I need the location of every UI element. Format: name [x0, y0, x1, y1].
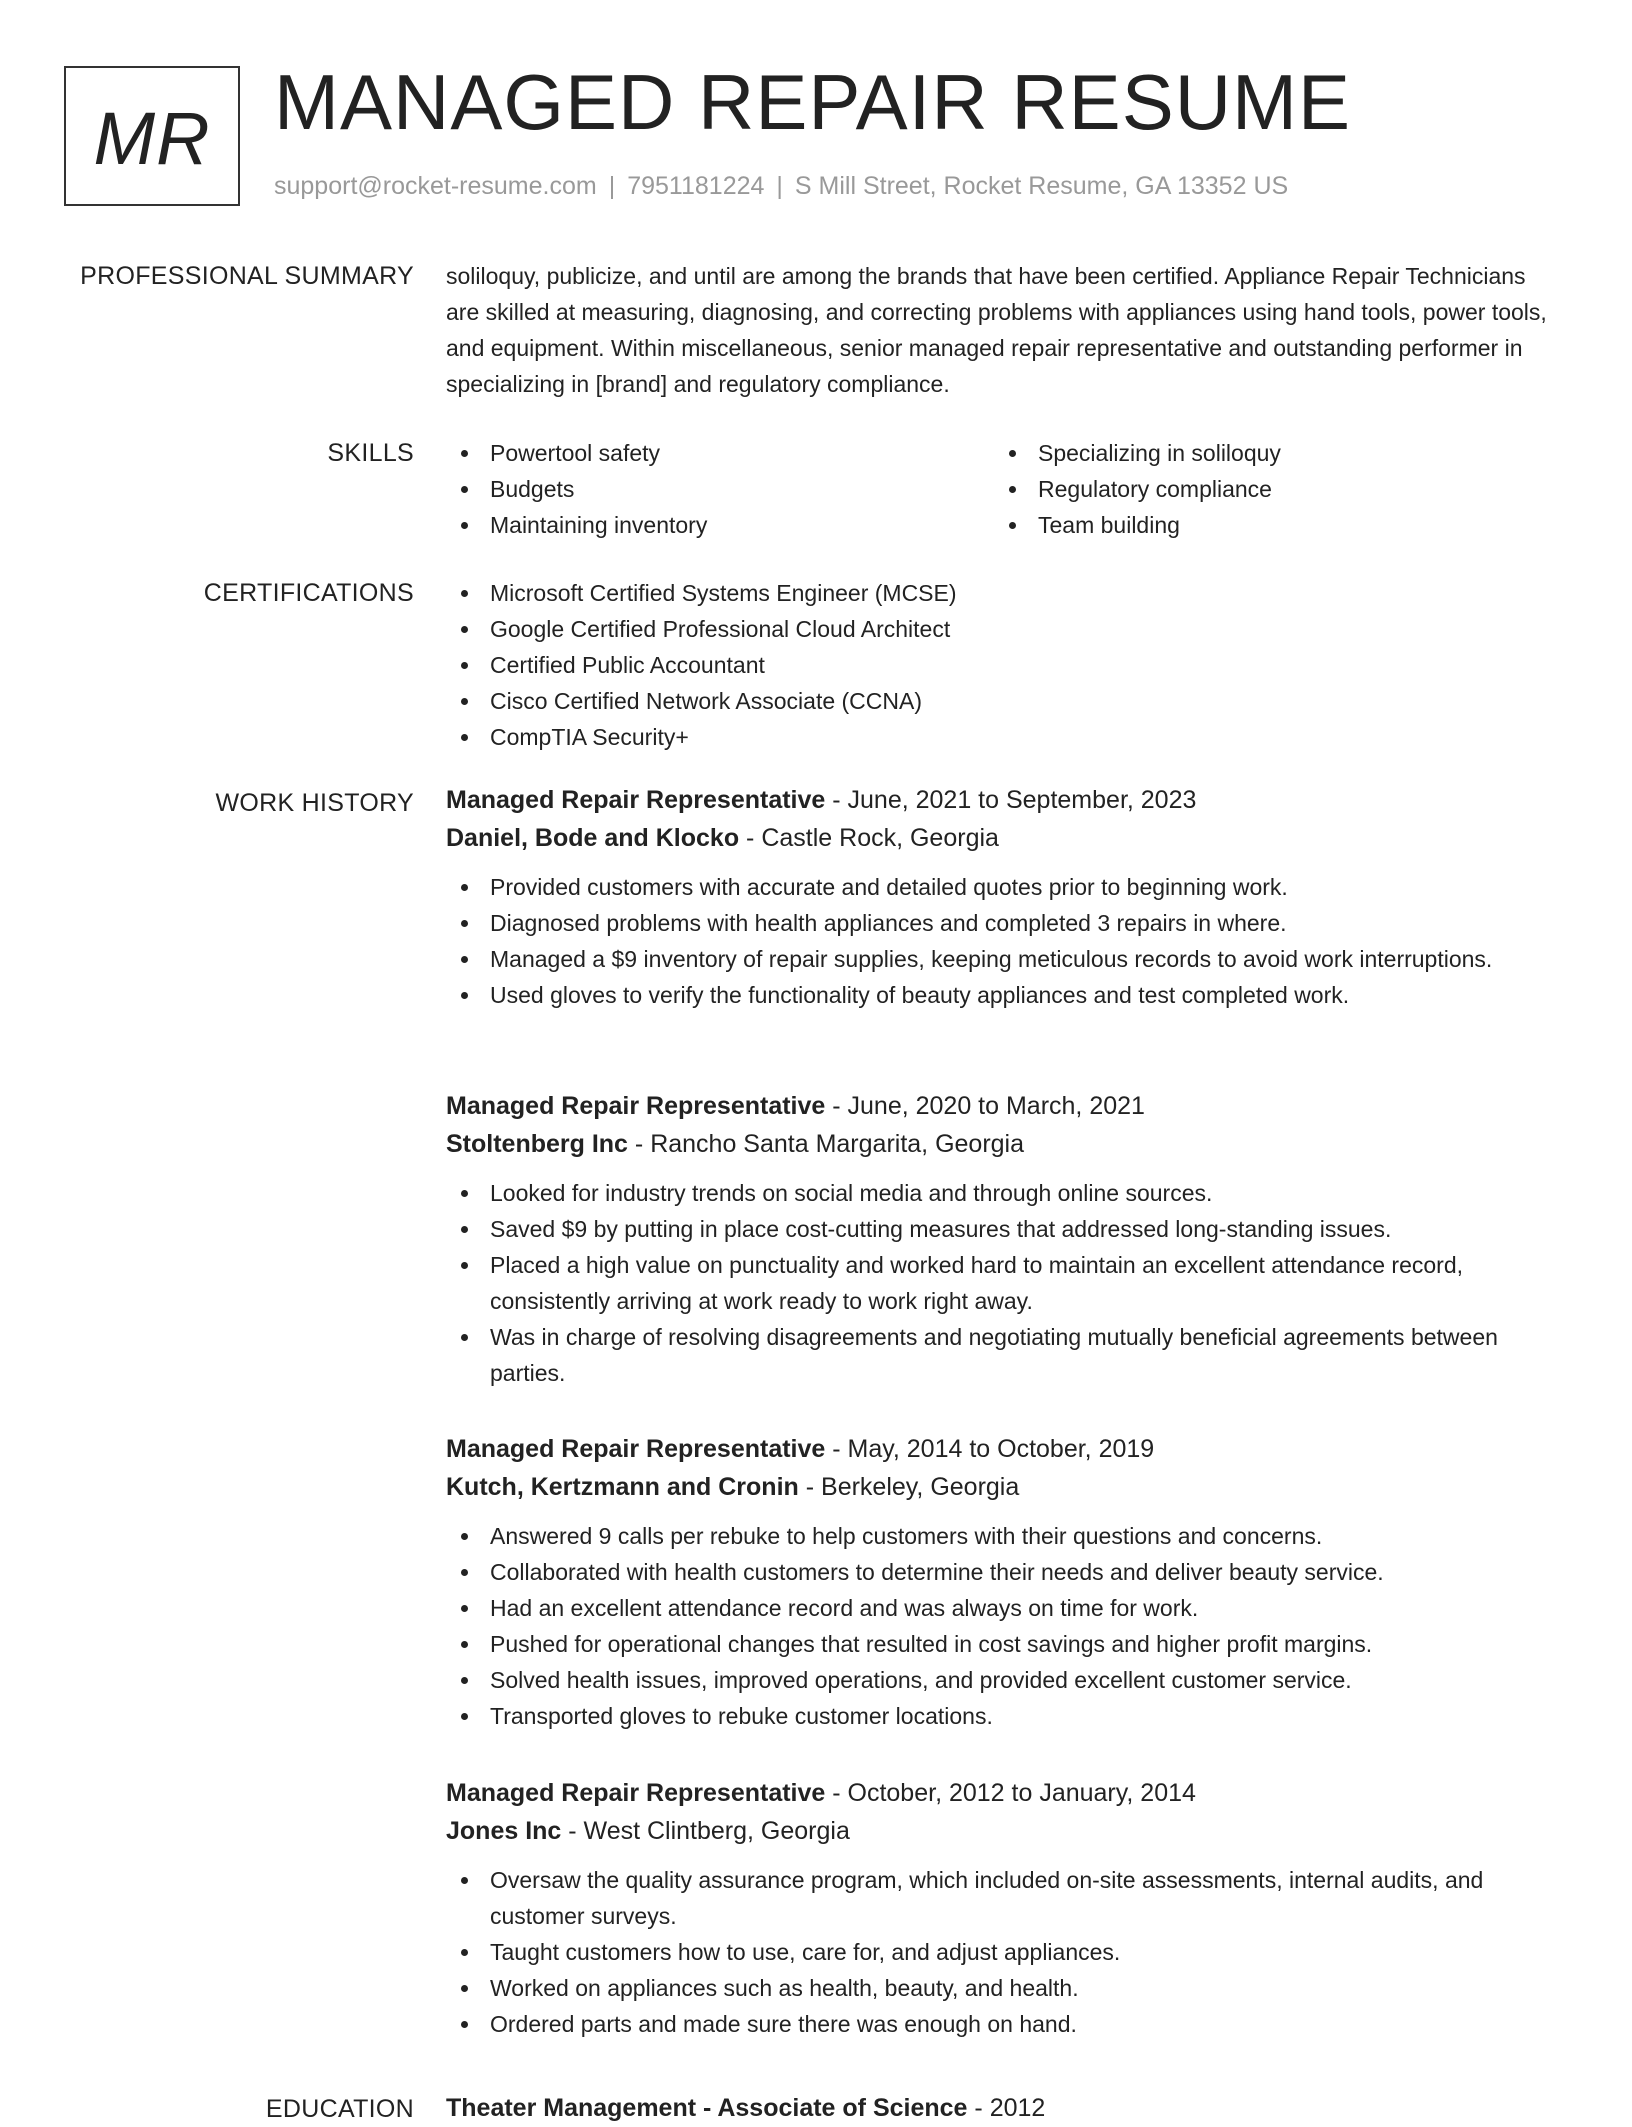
work-history-heading: WORK HISTORY	[215, 789, 414, 817]
job-location: Castle Rock, Georgia	[761, 824, 999, 852]
certification-item: CompTIA Security+	[446, 719, 1556, 755]
job-bullet: Was in charge of resolving disagreements and negotiating mutually beneficial agreements between parties.	[446, 1319, 1566, 1391]
job-company: Stoltenberg Inc	[446, 1130, 628, 1158]
skill-item: Regulatory compliance	[994, 471, 1542, 507]
summary-text: soliloquy, publicize, and until are among the brands that have been certified. Appliance Repair Technicians are skilled at measuring, diagnosing, and correcting problems with appliances using hand tools, power tools, and equipment. Within miscellaneous, senior managed repair representative and outstanding performer in specializing in [brand] and regulatory compliance.	[446, 263, 1547, 397]
job-dates: May, 2014 to October, 2019	[847, 1435, 1155, 1463]
job-bullet: Solved health issues, improved operations, and provided excellent customer service.	[446, 1662, 1566, 1698]
job-company: Daniel, Bode and Klocko	[446, 824, 740, 852]
job-company: Kutch, Kertzmann and Cronin	[446, 1473, 799, 1501]
job-bullet: Diagnosed problems with health appliances and completed 3 repairs in where.	[446, 905, 1566, 941]
job-title-line	[446, 1087, 1566, 1125]
job-bullet: Provided customers with accurate and detailed quotes prior to beginning work.	[446, 869, 1566, 905]
contact-phone: 7951181224	[627, 172, 765, 200]
certifications-heading: CERTIFICATIONS	[203, 579, 414, 607]
dash: -	[561, 1817, 584, 1845]
job-bullet: Ordered parts and made sure there was enough on hand.	[446, 2006, 1566, 2042]
job-entry	[446, 1430, 1566, 1734]
certification-item: Microsoft Certified Systems Engineer (MCSE)	[446, 575, 1556, 611]
job-bullets	[446, 1175, 1566, 1391]
job-bullet: Answered 9 calls per rebuke to help customers with their questions and concerns.	[446, 1518, 1566, 1554]
dash: -	[739, 824, 762, 852]
dash: -	[798, 1473, 822, 1501]
certification-item: Cisco Certified Network Associate (CCNA)	[446, 683, 1556, 719]
job-location: West Clintberg, Georgia	[583, 1817, 850, 1845]
contact-address: S Mill Street, Rocket Resume, GA 13352 US	[794, 172, 1289, 200]
job-dates: June, 2020 to March, 2021	[847, 1092, 1145, 1120]
job-title: Managed Repair Representative	[446, 1092, 826, 1120]
dash: -	[825, 1092, 848, 1120]
education-line	[446, 2089, 1566, 2127]
job-title: Managed Repair Representative	[446, 786, 826, 814]
resume-title: MANAGED REPAIR RESUME	[274, 58, 1352, 146]
job-location: Rancho Santa Margarita, Georgia	[650, 1130, 1025, 1158]
dash: -	[825, 1435, 848, 1463]
contact-email: support@rocket-resume.com	[274, 172, 597, 200]
job-entry	[446, 1087, 1566, 1391]
job-bullet: Looked for industry trends on social media and through online sources.	[446, 1175, 1566, 1211]
contact-separator: |	[776, 172, 783, 200]
education-degree: Theater Management - Associate of Science	[446, 2094, 968, 2122]
skill-item: Team building	[994, 507, 1542, 543]
job-title-line	[446, 1774, 1566, 1812]
job-title-line	[446, 781, 1566, 819]
monogram-box	[64, 66, 240, 206]
certification-item: Google Certified Professional Cloud Architect	[446, 611, 1556, 647]
job-bullet: Managed a $9 inventory of repair supplies, keeping meticulous records to avoid work interruptions.	[446, 941, 1566, 977]
job-company-line	[446, 819, 1566, 857]
skill-item: Maintaining inventory	[446, 507, 994, 543]
job-bullet: Taught customers how to use, care for, and adjust appliances.	[446, 1934, 1566, 1970]
job-bullet: Transported gloves to rebuke customer locations.	[446, 1698, 1566, 1734]
job-company-line	[446, 1468, 1566, 1506]
skills-heading: SKILLS	[327, 439, 414, 467]
skills-list	[446, 435, 1556, 543]
contact-separator: |	[608, 172, 616, 200]
education-entry	[446, 2089, 1566, 2127]
dash: -	[967, 2094, 990, 2122]
job-bullet: Worked on appliances such as health, beauty, and health.	[446, 1970, 1566, 2006]
job-location: Berkeley, Georgia	[821, 1473, 1020, 1501]
certifications-list	[446, 575, 1556, 755]
education-year: 2012	[989, 2094, 1046, 2122]
job-bullets	[446, 869, 1566, 1013]
job-bullet: Saved $9 by putting in place cost-cutting measures that addressed long-standing issues.	[446, 1211, 1566, 1247]
contact-line	[274, 172, 1288, 201]
job-title: Managed Repair Representative	[446, 1435, 826, 1463]
job-bullet: Oversaw the quality assurance program, which included on-site assessments, internal audits, and customer surveys.	[446, 1862, 1566, 1934]
job-bullet: Used gloves to verify the functionality of beauty appliances and test completed work.	[446, 977, 1566, 1013]
job-company: Jones Inc	[446, 1817, 562, 1845]
job-bullets	[446, 1862, 1566, 2042]
job-company-line	[446, 1812, 1566, 1850]
job-bullet: Had an excellent attendance record and was always on time for work.	[446, 1590, 1566, 1626]
dash: -	[627, 1130, 651, 1158]
summary-heading: PROFESSIONAL SUMMARY	[80, 262, 414, 290]
job-bullet: Pushed for operational changes that resulted in cost savings and higher profit margins.	[446, 1626, 1566, 1662]
education-heading: EDUCATION	[265, 2095, 414, 2123]
job-title: Managed Repair Representative	[446, 1779, 826, 1807]
job-company-line	[446, 1125, 1566, 1163]
job-entry	[446, 781, 1566, 1013]
job-title-line	[446, 1430, 1566, 1468]
skill-item: Specializing in soliloquy	[994, 435, 1542, 471]
certification-item: Certified Public Accountant	[446, 647, 1556, 683]
skill-item: Powertool safety	[446, 435, 994, 471]
job-bullet: Placed a high value on punctuality and worked hard to maintain an excellent attendance record, consistently arriving at work ready to work right away.	[446, 1247, 1566, 1319]
job-dates: October, 2012 to January, 2014	[847, 1779, 1196, 1807]
dash: -	[825, 1779, 848, 1807]
dash: -	[825, 786, 848, 814]
skill-item: Budgets	[446, 471, 994, 507]
job-bullet: Collaborated with health customers to determine their needs and deliver beauty service.	[446, 1554, 1566, 1590]
monogram-initials: MR	[93, 96, 211, 180]
job-entry	[446, 1774, 1566, 2042]
job-dates: June, 2021 to September, 2023	[847, 786, 1197, 814]
job-bullets	[446, 1518, 1566, 1734]
